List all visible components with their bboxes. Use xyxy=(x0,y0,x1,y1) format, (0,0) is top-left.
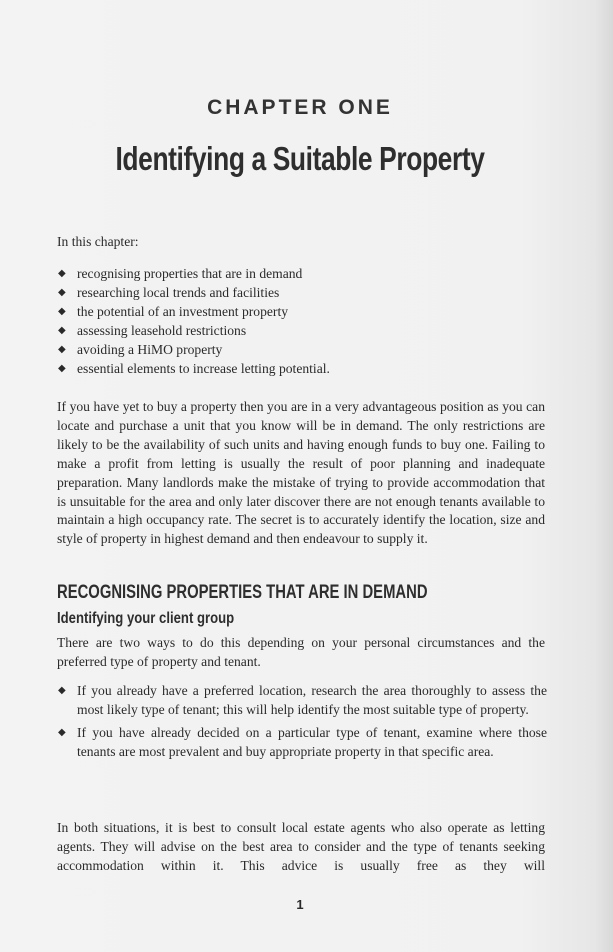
bullet-icon: ◆ xyxy=(58,363,66,374)
list-item xyxy=(57,359,547,378)
bullet-icon: ◆ xyxy=(58,325,66,336)
bullet-icon: ◆ xyxy=(58,287,66,298)
list-item xyxy=(57,321,547,340)
section-heading: RECOGNISING PROPERTIES THAT ARE IN DEMAND xyxy=(57,582,428,603)
subsection-heading: Identifying your client group xyxy=(57,610,235,627)
page-number: 1 xyxy=(296,897,304,912)
list-item-text: avoiding a HiMO property xyxy=(77,342,223,357)
list-item xyxy=(57,302,547,321)
paragraph-intro: If you have yet to buy a property then you are in a very advantageous position as you can locate and purchase a unit that you know will be in demand. The only restrictions are likely to be the availability of such units and having enough funds to buy one. Failing to make a profit from letting is usually the result of poor planning and inadequate preparation. Many landlords make the mistake of trying to provide accommodation that is unsuitable for the area and only later discover there are not enough tenants available to maintain a high occupancy rate. The secret is to accurately identify the location, size and style of property in highest demand and then endeavour to supply it. xyxy=(57,399,545,547)
chapter-title: Identifying a Suitable Property xyxy=(115,140,485,177)
list-item-text: the potential of an investment property xyxy=(77,304,289,319)
list-item xyxy=(57,723,547,761)
list-item-text: If you have already decided on a particular type of tenant, examine where those tenants are most prevalent and buy appropriate property in that specific area. xyxy=(77,725,547,759)
chapter-topics-list xyxy=(57,264,547,378)
list-item xyxy=(57,283,547,302)
paragraph-ways: There are two ways to do this depending on your personal circumstances and the preferred type of property and tenant. xyxy=(57,635,545,669)
bullet-icon: ◆ xyxy=(58,344,66,355)
paragraph-agents: In both situations, it is best to consult local estate agents who also operate as letting agents. They will advise on the best area to consider and the type of tenants seeking accommodation within it. This advice is usually free as they will xyxy=(57,820,545,873)
list-item-text: If you already have a preferred location, research the area thoroughly to assess the most likely type of tenant; this will help identify the most suitable type of property. xyxy=(77,683,547,717)
list-item-text: essential elements to increase letting potential. xyxy=(77,361,330,376)
bullet-icon: ◆ xyxy=(58,306,66,317)
bullet-icon: ◆ xyxy=(58,727,66,738)
bullet-icon: ◆ xyxy=(58,685,66,696)
list-item xyxy=(57,340,547,359)
list-item xyxy=(57,681,547,719)
list-item-text: assessing leasehold restrictions xyxy=(77,323,247,338)
chapter-label: CHAPTER ONE xyxy=(207,96,393,119)
chapter-intro: In this chapter: xyxy=(57,234,139,249)
options-list xyxy=(57,681,547,761)
list-item-text: researching local trends and facilities xyxy=(77,285,280,300)
list-item xyxy=(57,264,547,283)
list-item-text: recognising properties that are in demand xyxy=(77,266,303,281)
bullet-icon: ◆ xyxy=(58,268,66,279)
